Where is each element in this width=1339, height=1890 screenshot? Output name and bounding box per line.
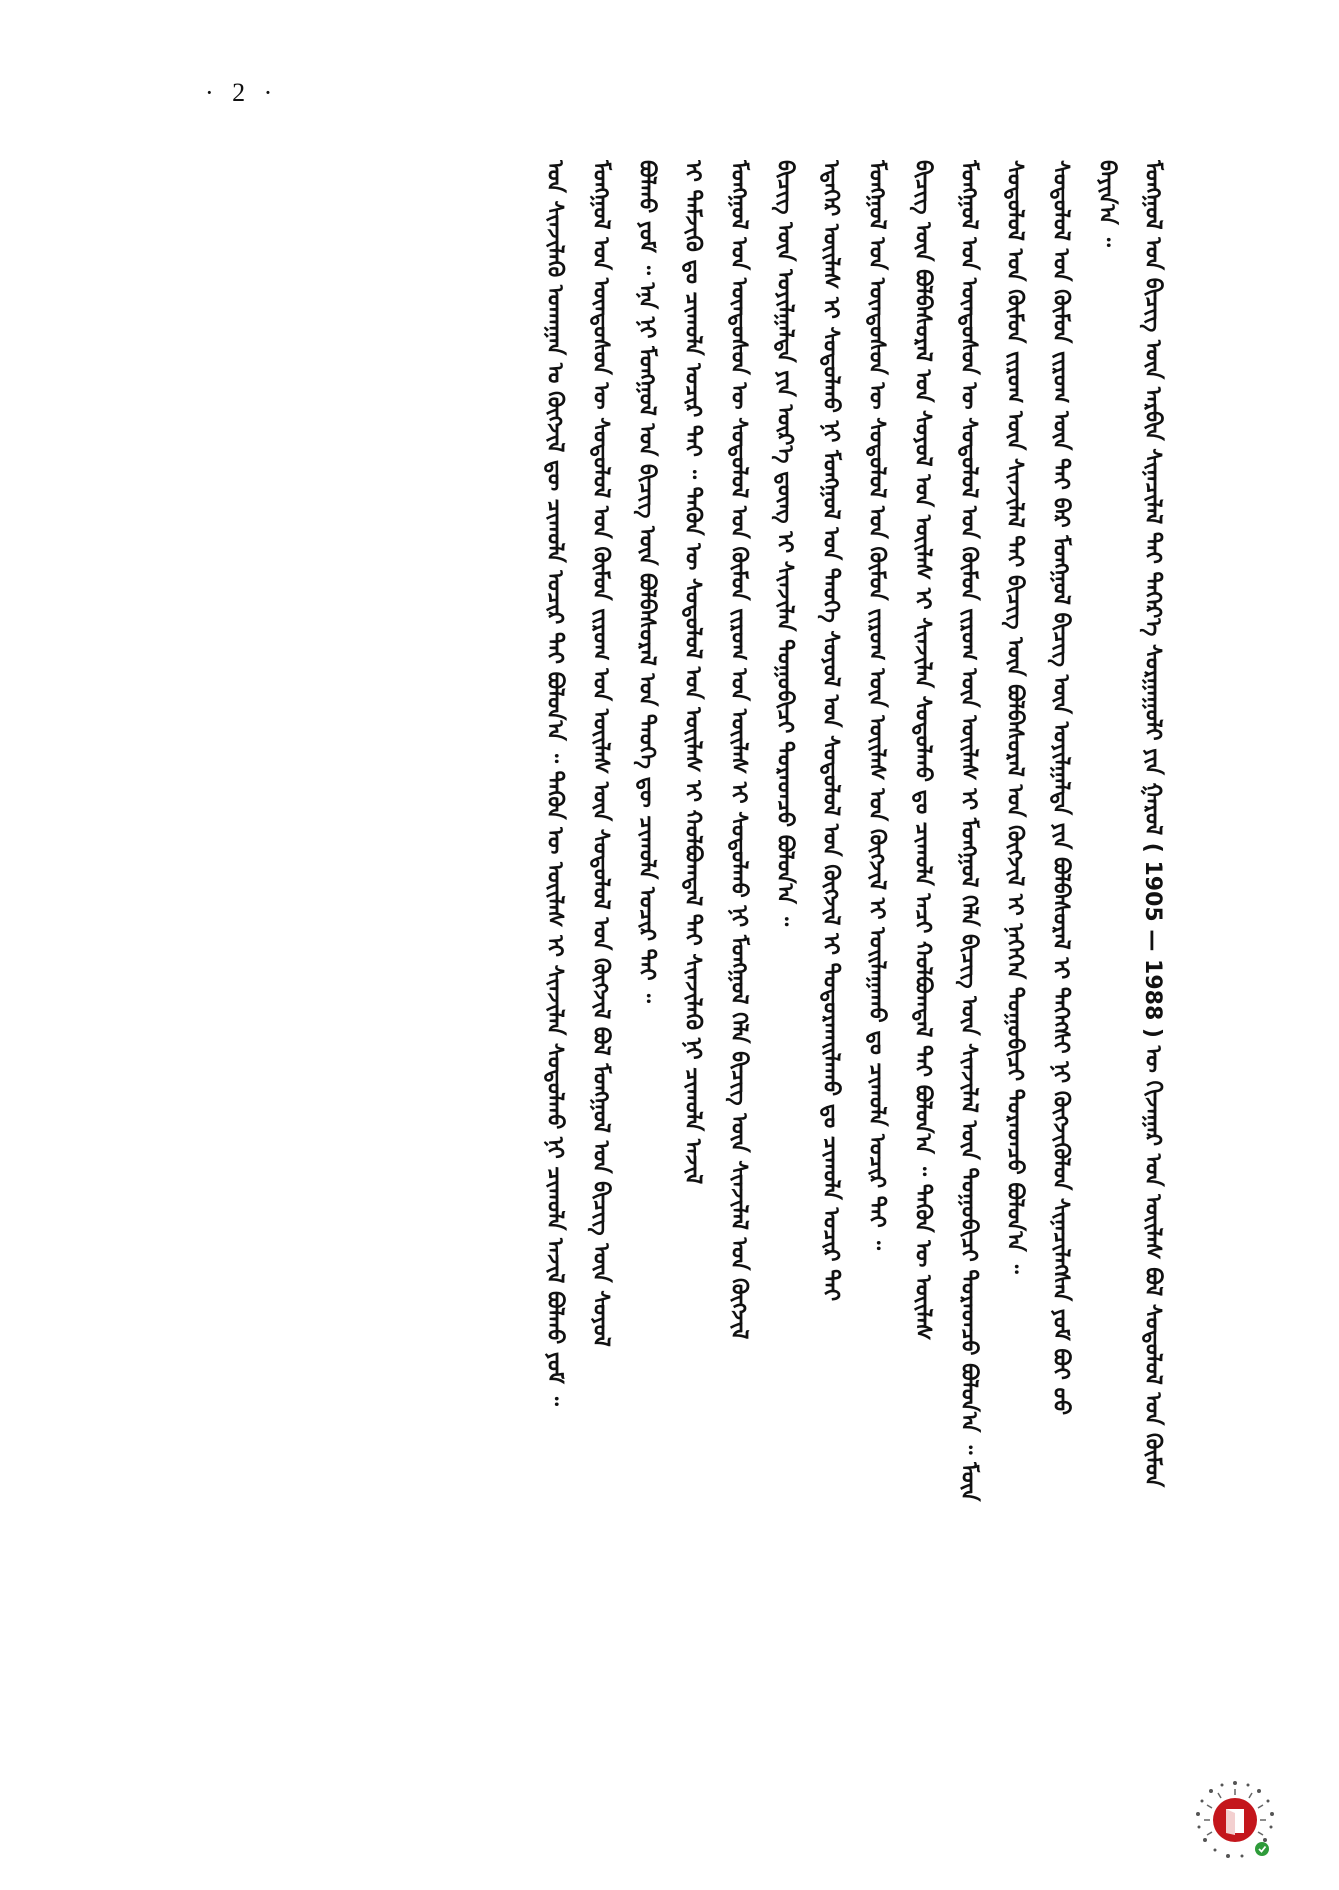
text-column: ᠡᠳᠡᠭᠡᠷ ᠦᠢᠯᠡᠰ ᠢ ᠰᠤᠳᠤᠯᠬᠤ ᠨᠢ ᠮᠣᠩᠭᠣᠯ ᠤᠨ ᠲᠡᠦᠬᠡ ᠰᠣᠶᠣᠯ ᠤᠨ ᠰᠤᠳᠤᠯᠤᠯ ᠤᠨ ᠬᠥᠭᠵᠢᠯ ᠢ ᠲᠣᠳᠣᠷᠬᠠᠢᠯᠠᠬᠤ ᠳᠤ ᠴᠢᠬᠤᠯᠠ ᠤᠴᠢᠷ ᠲᠠᠢ [818,160,843,1302]
text-column: ᠮᠣᠩᠭᠣᠯ ᠤᠨ ᠪᠢᠴᠢᠭ ᠦᠨ ᠠᠷᠪᠢᠨ ᠰᠢᠨᠡᠴᠢᠯᠡᠯ ᠲᠡᠢ ᠳᠡᠭᠡᠷ᠎ᠡ ᠰᠤᠷᠭᠠᠭᠤᠯᠢ ᠶᠢᠨ ᠭᠠᠷᠤᠯ ( 1905 — 1988 ) ᠦ ᠬᠢᠵᠠᠭᠠᠷ ᠤᠨ ᠦᠢᠯᠡᠰ ᠪᠤᠯ ᠰᠤᠳᠤᠯᠤᠯ ᠤᠨ ᠬᠦᠮᠦᠨ [1140,160,1165,1488]
text-column: ᠮᠣᠩᠭᠣᠯ ᠤᠨ ᠦᠨᠳᠦᠰᠦᠨ ᠦ ᠰᠤᠳᠤᠯᠤᠯ ᠤᠨ ᠬᠦᠮᠦᠨ ᠵᠢᠷᠤᠭ ᠦᠨ ᠦᠢᠯᠡᠰ ᠤᠨ ᠬᠥᠭᠵᠢᠯ ᠢ ᠣᠢᠯᠠᠭᠠᠬᠤ ᠳᠤ ᠴᠢᠬᠤᠯᠠ ᠤᠴᠢᠷ ᠲᠠᠢ ᠃ [864,160,889,1250]
text-column: ᠮᠣᠩᠭᠣᠯ ᠤᠨ ᠦᠨᠳᠦᠰᠦᠨ ᠦ ᠰᠤᠳᠤᠯᠤᠯ ᠤᠨ ᠬᠦᠮᠦᠨ ᠵᠢᠷᠤᠭ ᠤᠨ ᠦᠢᠯᠡᠰ ᠦᠨ ᠰᠤᠳᠤᠯᠤᠯ ᠤᠨ ᠬᠥᠭᠵᠢᠯ ᠪᠣᠯ ᠮᠣᠩᠭᠣᠯ ᠤᠨ ᠪᠢᠴᠢᠭ ᠦᠨ ᠰᠣᠶᠣᠯ [588,160,613,1347]
text-column: ᠢ ᠳᠡᠮᠵᠢᠬᠦ ᠳᠤ ᠴᠢᠬᠤᠯᠠ ᠤᠴᠢᠷ ᠲᠠᠢ ᠃ ᠲᠡᠭᠦᠨ ᠦ ᠰᠤᠳᠤᠯᠤᠯ ᠤᠨ ᠦᠢᠯᠡᠰ ᠢ ᠬᠣᠯᠪᠣᠭᠳᠠᠯ ᠲᠠᠢ ᠰᠢᠨᠵᠢᠯᠡᠬᠦ ᠨᠢ ᠴᠢᠬᠤᠯᠠ ᠠᠵᠢᠯ [680,160,705,1185]
text-column: ᠪᠣᠯᠬᠤ ᠶᠤᠮ ᠃ ᠡᠨᠡ ᠨᠢ ᠮᠣᠩᠭᠣᠯ ᠤᠨ ᠪᠢᠴᠢᠭ ᠦᠨ ᠪᠣᠯᠪᠠᠰᠤᠷᠠᠯ ᠤᠨ ᠲᠡᠦᠬᠡ ᠳᠦ ᠴᠢᠬᠤᠯᠠ ᠤᠴᠢᠷ ᠲᠠᠢ ᠃ [634,160,659,1003]
reader-logo-icon [1190,1775,1280,1865]
text-column: ᠮᠣᠩᠭᠣᠯ ᠤᠨ ᠦᠨᠳᠦᠰᠦᠨ ᠦ ᠰᠤᠳᠤᠯᠤᠯ ᠤᠨ ᠬᠦᠮᠦᠨ ᠵᠢᠷᠤᠭ ᠦᠨ ᠦᠢᠯᠡᠰ ᠢ ᠮᠣᠩᠭᠣᠯ ᠬᠡᠯᠡ ᠪᠢᠴᠢᠭ ᠦᠨ ᠰᠢᠨᠵᠢᠯᠡᠯ ᠦᠨ ᠲᠣᠭᠣᠪᠢᠴᠢ ᠳᠤᠷᠠᠳᠴᠤ ᠪᠣᠯᠤᠨ᠎ᠠ ᠃ ᠮᠥᠨ [956,160,981,1502]
text-column: ᠪᠠᠶᠢᠨ᠎ᠠ ᠃ [1094,160,1119,247]
text-column: ᠤᠨ ᠰᠢᠨᠵᠢᠯᠡᠬᠦ ᠤᠬᠠᠭᠠᠨ ᠤ ᠬᠥᠭᠵᠢᠯ ᠳᠦ ᠴᠢᠬᠤᠯᠠ ᠤᠴᠢᠷ ᠲᠠᠢ ᠪᠣᠯᠤᠨ᠎ᠠ ᠃ ᠲᠡᠭᠦᠨ ᠦ ᠦᠢᠯᠡᠰ ᠢ ᠰᠢᠨᠵᠢᠯᠡᠨ ᠰᠤᠳᠤᠯᠬᠤ ᠨᠢ ᠴᠢᠬᠤᠯᠠ ᠠᠵᠢᠯ ᠪᠣᠯᠬᠤ ᠶᠤᠮ ᠃ [542,160,567,1406]
text-column: ᠪᠢᠴᠢᠭ ᠦᠨ ᠣᠶᠢᠯᠭᠠᠯᠲᠠ ᠶᠢᠨ ᠦᠷ᠎ᠡ ᠳ᠋ᠦᠩ ᠢ ᠰᠢᠨᠵᠢᠯᠡᠨ ᠲᠣᠭᠣᠪᠢᠴᠢ ᠳᠤᠷᠠᠳᠴᠤ ᠪᠣᠯᠤᠨ᠎ᠠ ᠃ [772,160,797,927]
vertical-text-block [175,160,1175,1820]
text-column: ᠮᠣᠩᠭᠣᠯ ᠤᠨ ᠦᠨᠳᠦᠰᠦᠨ ᠦ ᠰᠤᠳᠤᠯᠤᠯ ᠤᠨ ᠬᠦᠮᠦᠨ ᠵᠢᠷᠤᠭ ᠤᠨ ᠦᠢᠯᠡᠰ ᠢ ᠰᠤᠳᠤᠯᠬᠤ ᠨᠢ ᠮᠣᠩᠭᠣᠯ ᠬᠡᠯᠡ ᠪᠢᠴᠢᠭ ᠦᠨ ᠰᠢᠨᠵᠢᠯᠡᠯ ᠤᠨ ᠬᠥᠭᠵᠢᠯ [726,160,751,1340]
page-number: · 2 · [205,78,279,107]
text-column: ᠰᠤᠳᠤᠯᠤᠯ ᠤᠨ ᠬᠦᠮᠦᠨ ᠵᠢᠷᠤᠭ ᠦᠨ ᠰᠢᠨᠵᠢᠯᠡᠯ ᠲᠡᠢ ᠪᠢᠴᠢᠭ ᠦᠨ ᠪᠣᠯᠪᠠᠰᠤᠷᠠᠯ ᠤᠨ ᠬᠥᠭᠵᠢᠯ ᠢ ᠨᠡᠭᠡᠭᠡᠨ ᠲᠣᠭᠣᠪᠢᠴᠢ ᠳᠤᠷᠠᠳᠴᠤ ᠪᠣᠯᠤᠨ᠎ᠠ ᠃ [1002,160,1027,1274]
text-column: ᠪᠢᠴᠢᠭ ᠦᠨ ᠪᠣᠯᠪᠠᠰᠤᠷᠠᠯ ᠤᠨ ᠰᠣᠶᠣᠯ ᠤᠨ ᠦᠢᠯᠡᠰ ᠢ ᠰᠢᠨᠵᠢᠯᠡᠨ ᠰᠤᠳᠤᠯᠬᠤ ᠳᠤ ᠴᠢᠬᠤᠯᠠ ᠠᠴᠢ ᠬᠣᠯᠪᠣᠭᠳᠠᠯ ᠲᠠᠢ ᠪᠣᠯᠤᠨ᠎ᠠ ᠃ ᠲᠡᠭᠦᠨ ᠦ ᠦᠢᠯᠡᠰ [910,160,935,1341]
text-column: ᠰᠤᠳᠤᠯᠤᠯ ᠤᠨ ᠬᠦᠮᠦᠨ ᠵᠢᠷᠤᠭ ᠦᠨ ᠲᠠᠢ ᠪᠠᠷ ᠮᠣᠩᠭᠣᠯ ᠪᠢᠴᠢᠭ ᠦᠨ ᠣᠶᠢᠯᠭᠠᠯᠲᠠ ᠶᠢᠨ ᠪᠣᠯᠪᠠᠰᠤᠷᠠᠯ ᠢ ᠳᠡᠭᠡᠭᠰᠢ ᠨᠢ ᠬᠥᠭᠵᠢᠭᠦᠯᠦᠨ ᠰᠢᠨᠡᠴᠢᠯᠡᠭᠰᠡᠨ ᠶᠤᠮ ᠪᠤᠢ ᠤᠤ [1048,160,1073,1416]
